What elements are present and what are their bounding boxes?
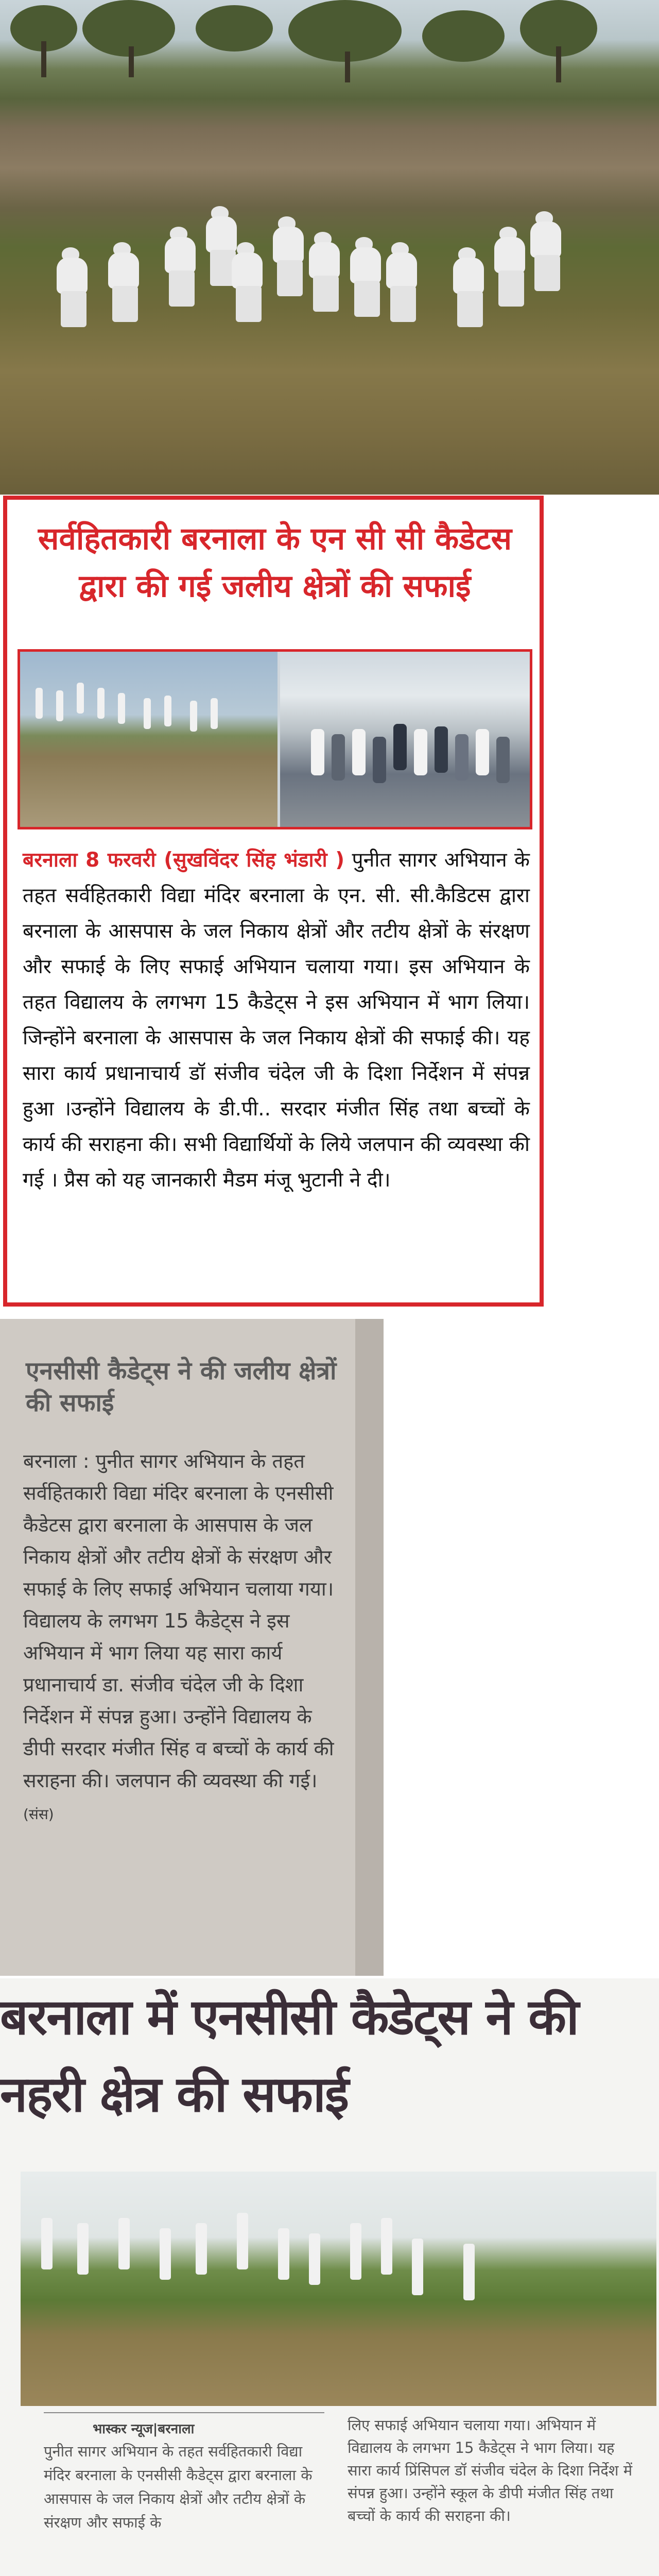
clipping-2-headline: बरनाला में एनसीसी कैडेट्स ने की नहरी क्षेत्र की सफाई — [0, 1988, 578, 2123]
clipping-1-body — [23, 1445, 345, 1831]
cleanup-photo — [0, 0, 659, 495]
card-photo-strip — [18, 649, 532, 829]
clipping-2-byline: भास्कर न्यूज|बरनाला — [93, 2421, 195, 2437]
clipping-1-credit: (संस) — [23, 1806, 54, 1823]
newspaper-clipping-1 — [0, 1319, 384, 1976]
clipping-2-column-right: लिए सफाई अभियान चलाया गया। अभियान में विद्यालय के लगभग 15 कैडेट्स ने भाग लिया। यह सारा कार्य प्रिंसिपल डॉ संजीव चंदेल के दिशा निर्देश में संपन्न हुआ। उन्होंने स्कूल के डीपी मंजीत सिंह तथा बच्चों के कार्य की सराहना की। — [348, 2416, 633, 2524]
card-dateline: बरनाला 8 फरवरी (सुखविंदर सिंह भंडारी ) — [23, 849, 345, 872]
card-photo-group — [280, 652, 532, 827]
clipping-1-headline: एनसीसी कैडेट्स ने की जलीय क्षेत्रों की सफाई — [26, 1357, 337, 1417]
clipping-1-text: बरनाला : पुनीत सागर अभियान के तहत सर्वहितकारी विद्या मंदिर बरनाला के एनसीसी कैडेटस द्वारा बरनाला के आसपास के जल निकाय क्षेत्रों और तटीय क्षेत्रों के संरक्षण और सफाई के लिए सफाई अभियान चलाया गया। विद्यालय के लगभग 15 कैडेट्स ने इस अभियान में भाग लिया यह सारा कार्य प्रधानाचार्य डा. संजीव चंदेल जी के दिशा निर्देशन में संपन्न हुआ। उन्होंने विद्यालय के डीपी सरदार मंजीत सिंह व बच्चों के कार्य की सराहना की। जलपान की व्यवस्था की गई। — [23, 1450, 334, 1792]
caption-rule — [44, 2412, 324, 2413]
card-body-text: पुनीत सागर अभियान के तहत सर्वहितकारी विद्या मंदिर बरनाला के एन. सी. सी.कैडिटस द्वारा बरनाला के आसपास के जल निकाय क्षेत्रों और तटीय क्षेत्रों के संरक्षण और सफाई के लिए सफाई अभियान चलाया गया। इस अभियान के तहत विद्यालय के लगभग 15 कैडेट्स ने इस अभियान में भाग लिया। जिन्होंने बरनाला के आसपास के जल निकाय क्षेत्रों की सफाई की। यह सारा कार्य प्रधानाचार्य डॉ संजीव चंदेल जी के दिशा निर्देशन में संपन्न हुआ ।उन्होंने विद्यालय के डी.पी.. सरदार मंजीत सिंह तथा बच्चों के कार्य की सराहना की। सभी विद्यार्थियों के लिये जलपान की व्यवस्था की गई । प्रैस को यह जानकारी मैडम मंजू भुटानी ने दी। — [23, 849, 530, 1192]
clipping-shadow — [355, 1319, 384, 1976]
card-body — [23, 842, 530, 1198]
card-title: सर्वहितकारी बरनाला के एन सी सी कैडेटस द्वारा की गई जलीय क्षेत्रों की सफाई — [38, 521, 512, 604]
clipping-2-photo — [21, 2172, 656, 2406]
newspaper-clipping-2 — [0, 1978, 659, 2576]
clipping-2-column-left: पुनीत सागर अभियान के तहत सर्वहितकारी विद्या मंदिर बरनाला के एनसीसी कैडेट्स द्वारा बरनाला के आसपास के जल निकाय क्षेत्रों और तटीय क्षेत्रों के संरक्षण और सफाई के — [44, 2443, 313, 2531]
card-photo-canal — [20, 652, 278, 827]
news-card — [3, 496, 544, 1307]
